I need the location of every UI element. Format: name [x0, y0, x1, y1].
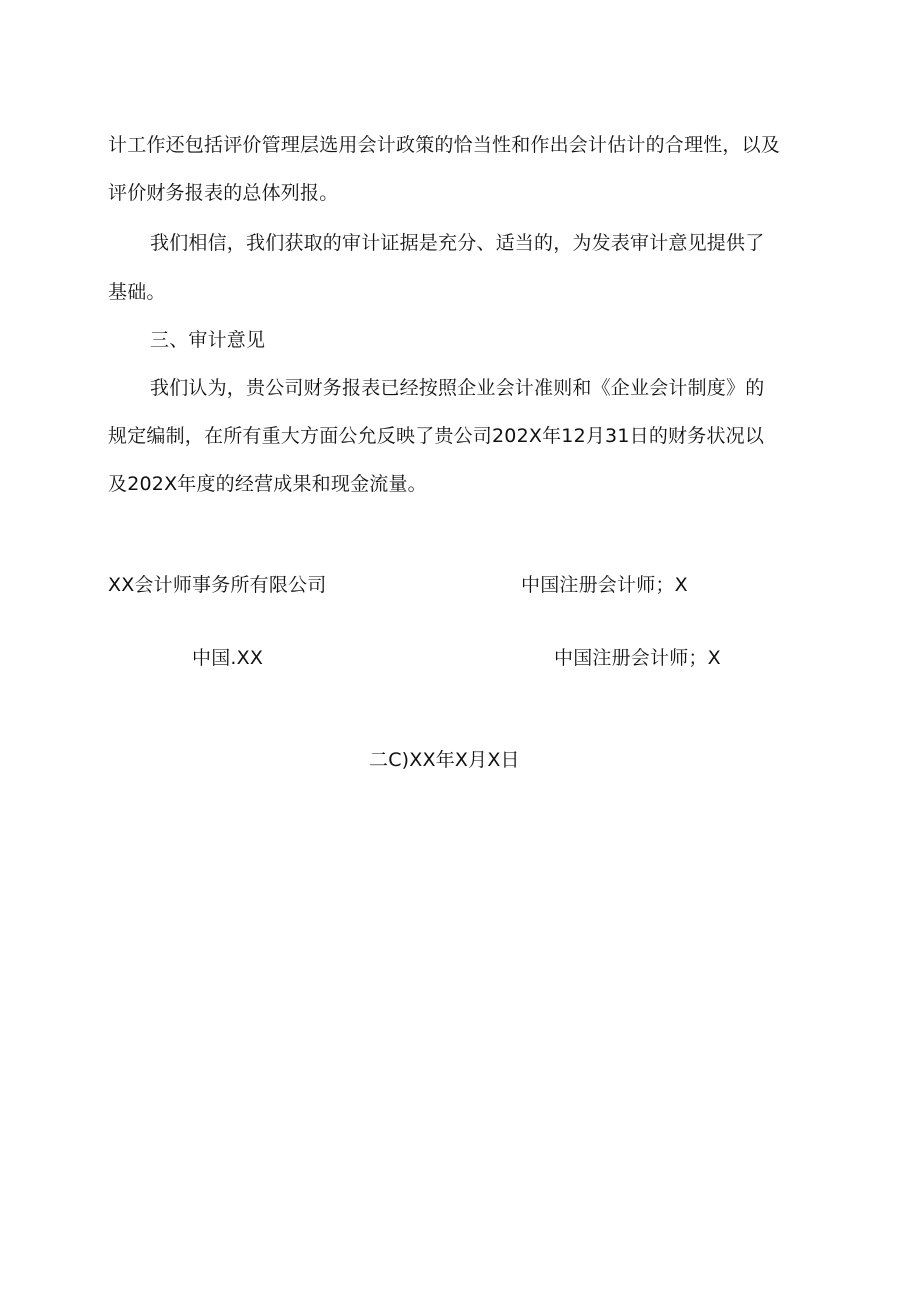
firm-name: XX会计师事务所有限公司 [108, 574, 327, 596]
paragraph-basis-line-2: 评价财务报表的总体列报。 [108, 182, 339, 204]
paragraph-basis-line-1: 计工作还包括评价管理层选用会计政策的恰当性和作出会计估计的合理性，以及 [108, 134, 781, 156]
paragraph-opinion-line-1: 我们认为，贵公司财务报表已经按照企业会计准则和《企业会计制度》的 [150, 377, 765, 399]
paragraph-opinion-line-3: 及202X年度的经营成果和现金流量。 [108, 473, 427, 495]
paragraph-belief-line-1: 我们相信，我们获取的审计证据是充分、适当的，为发表审计意见提供了 [150, 232, 765, 254]
section-heading-audit-opinion: 三、审计意见 [150, 329, 266, 351]
cpa-signature-2: 中国注册会计师；X [554, 647, 721, 669]
firm-location: 中国.XX [192, 647, 264, 669]
paragraph-opinion-line-2: 规定编制，在所有重大方面公允反映了贵公司202X年12月31日的财务状况以 [108, 425, 765, 447]
report-date: 二C)XX年X月X日 [369, 749, 520, 771]
cpa-signature-1: 中国注册会计师；X [521, 574, 688, 596]
paragraph-belief-line-2: 基础。 [108, 281, 166, 303]
